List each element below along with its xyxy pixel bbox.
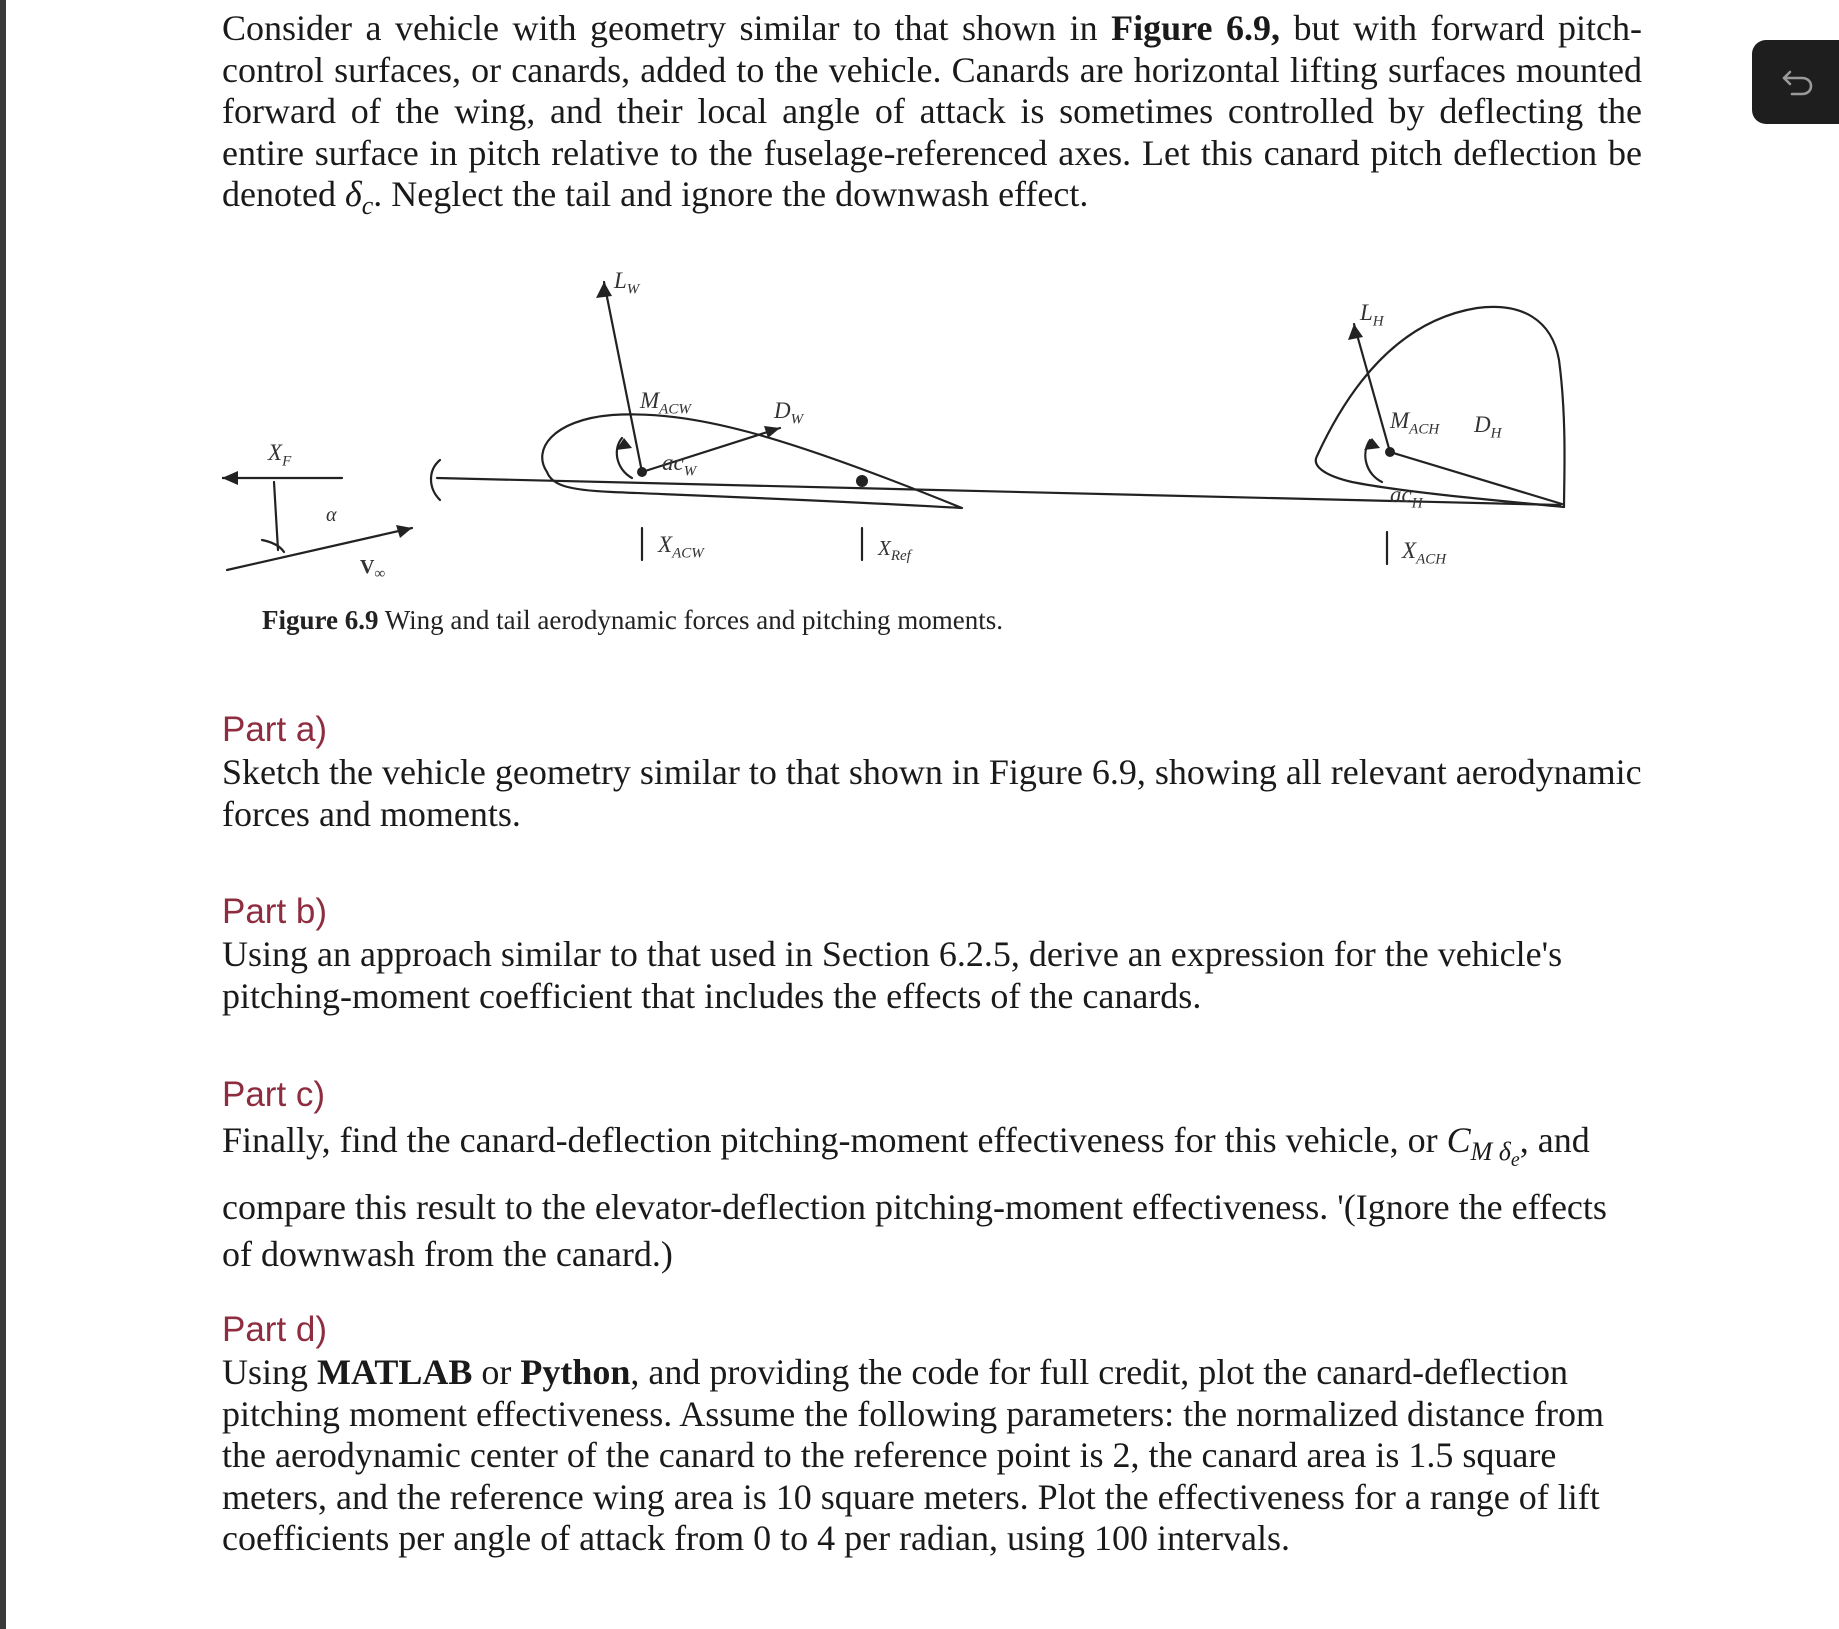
lift-arrowhead [596, 282, 612, 298]
v-arrowhead [396, 525, 412, 538]
part-c-text-1: Finally, find the canard-deflection pitching-moment effectiveness for this vehicle, or [222, 1120, 1447, 1160]
part-c-text [222, 1117, 1642, 1278]
caption-text: Wing and tail aerodynamic forces and pitching moments. [378, 605, 1003, 635]
label-x-ref: $X_{Ref}$ [878, 536, 911, 565]
delta-subscript: c [361, 191, 374, 220]
part-c [222, 1073, 1642, 1278]
label-lift-tail: $L_H$ [1360, 300, 1384, 330]
label-lift-wing: $L_W$ [614, 268, 640, 298]
undo-arrow-icon [1780, 66, 1814, 98]
part-d-text-1: Using [222, 1352, 318, 1392]
alpha-arc [262, 540, 284, 552]
label-drag-wing: $D_W$ [774, 398, 804, 428]
cm-symbol: C [1446, 1120, 1471, 1160]
label-ac-wing: $ac_W$ [662, 450, 697, 480]
part-b-text: Using an approach similar to that used in Section 6.2.5, derive an expression for the vehicle's pitching-moment coefficient that includes the effects of the canards. [222, 934, 1563, 1016]
tail-ac-point [1385, 447, 1395, 457]
intro-text-2: but with forward pitch-control surfaces, or canards, added to the vehicle. Canards are horizontal lifting surfaces mounted forward of the wing, and their local angle of attack is sometimes controlled by deflecting the entire surface in pitch relative to the fuselage-referenced axes. Let this canard pitch deflection be denoted [222, 8, 1642, 214]
label-x-ac-wing: $X_{ACW}$ [658, 532, 704, 562]
part-d-heading: Part d) [222, 1310, 328, 1349]
cm-subscript: M δ [1470, 1137, 1511, 1166]
part-d-text-2: or [472, 1352, 521, 1392]
xf-arrowhead [222, 471, 238, 485]
part-d-text-3: , and providing the code for full credit, plot the canard-deflection pitching moment effectiveness. Assume the following parameters: the normalized distance from the aerodynamic center of the canard to the reference point is 2, the canard area is 1.5 square meters, and the reference wing area is 10 square meters. Plot the effectiveness for a range of lift coefficients per angle of attack from 0 to 4 per radian, using 100 intervals. [222, 1352, 1604, 1558]
part-a-text: Sketch the vehicle geometry similar to that shown in Figure 6.9, showing all relevant aerodynamic forces and moments. [222, 752, 1642, 834]
part-c-text-2: , and compare this result to the elevator-deflection pitching-moment effectiveness. '(Ignore the effects of downwash from the canard.) [222, 1120, 1607, 1274]
figure-reference: Figure 6.9, [1111, 8, 1280, 48]
undo-button[interactable] [1752, 40, 1839, 124]
label-x-ac-tail: $X_{ACH}$ [1402, 538, 1447, 568]
part-a [222, 708, 1642, 835]
label-drag-tail: $D_H$ [1474, 412, 1502, 442]
label-alpha: α [326, 504, 337, 526]
intro-text-3: . Neglect the tail and ignore the downwash effect. [373, 174, 1089, 214]
wing-ac-point [637, 467, 647, 477]
part-d-text [222, 1352, 1642, 1560]
part-b-heading: Part b) [222, 892, 328, 931]
label-moment-wing: $M_{ACW}$ [640, 388, 691, 418]
intro-paragraph [222, 8, 1642, 227]
problem-statement [222, 8, 1642, 227]
matlab-label: MATLAB [317, 1352, 473, 1392]
part-a-heading: Part a) [222, 710, 328, 749]
part-d [222, 1308, 1642, 1560]
cm-subsubscript: e [1510, 1149, 1520, 1171]
reference-point [856, 475, 868, 487]
tail-lift-vector [1354, 324, 1390, 452]
delta-symbol: δ [344, 174, 362, 214]
label-xf: $X_F$ [268, 440, 292, 470]
part-b [222, 890, 1642, 1017]
label-ac-tail: $ac_H$ [1390, 482, 1423, 512]
tail-arc-arrowhead [1364, 438, 1380, 450]
left-border [0, 0, 6, 1629]
python-label: Python [520, 1352, 631, 1392]
wing-airfoil [542, 414, 962, 508]
figure-6-9 [222, 260, 1602, 640]
label-moment-tail: $M_{ACH}$ [1390, 408, 1440, 438]
alpha-ref-line [274, 482, 278, 550]
label-v-infinity: $V_\infty$ [360, 556, 386, 582]
caption-number: Figure 6.9 [262, 605, 379, 635]
nose-arc [431, 460, 440, 500]
intro-text-1: Consider a vehicle with geometry similar to that shown in [222, 8, 1112, 48]
figure-caption [262, 605, 1003, 636]
part-c-heading: Part c) [222, 1075, 326, 1114]
